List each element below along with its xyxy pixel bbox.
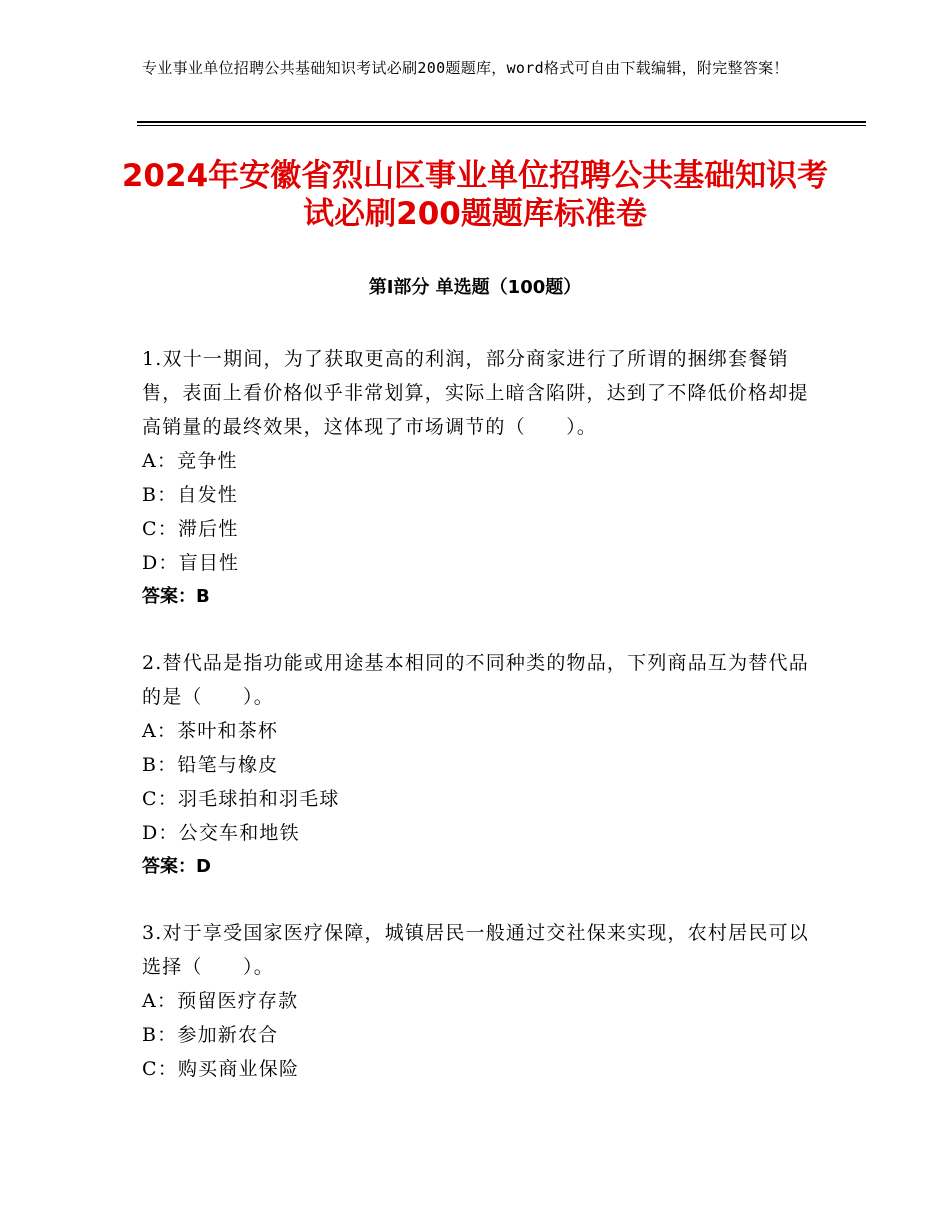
header-rule-thin (137, 125, 866, 126)
option-c: C：羽毛球拍和羽毛球 (142, 788, 340, 810)
question-1 (142, 342, 814, 614)
question-stem: 2.替代品是指功能或用途基本相同的不同种类的物品，下列商品互为替代品的是（ ）。 (142, 652, 809, 708)
option-b: B：自发性 (142, 484, 238, 506)
option-a: A：竞争性 (142, 450, 238, 472)
question-list (142, 342, 814, 1118)
question-2 (142, 646, 814, 884)
answer: 答案：D (142, 856, 211, 877)
section-title: 第Ⅰ部分 单选题（100题） (368, 277, 582, 298)
answer: 答案：B (142, 586, 210, 607)
option-b: B：参加新农合 (142, 1024, 279, 1046)
option-c: C：购买商业保险 (142, 1058, 300, 1080)
question-3 (142, 916, 814, 1086)
header-note: 专业事业单位招聘公共基础知识考试必刷200题题库，word格式可自由下载编辑，附完整答案！ (142, 59, 789, 77)
document-title: 2024年安徽省烈山区事业单位招聘公共基础知识考试必刷200题题库标准卷 (121, 158, 829, 232)
option-b: B：铅笔与橡皮 (142, 754, 279, 776)
option-a: A：预留医疗存款 (142, 990, 299, 1012)
option-c: C：滞后性 (142, 518, 239, 540)
header-rule-thick (137, 121, 866, 123)
question-stem: 1.双十一期间，为了获取更高的利润，部分商家进行了所谓的捆绑套餐销售，表面上看价格似乎非常划算，实际上暗含陷阱，达到了不降低价格却提高销量的最终效果，这体现了市场调节的（ ）。 (142, 348, 809, 438)
option-a: A：茶叶和茶杯 (142, 720, 279, 742)
question-stem: 3.对于享受国家医疗保障，城镇居民一般通过交社保来实现，农村居民可以选择（ ）。 (142, 922, 809, 978)
option-d: D：盲目性 (142, 552, 240, 574)
option-d: D：公交车和地铁 (142, 822, 300, 844)
